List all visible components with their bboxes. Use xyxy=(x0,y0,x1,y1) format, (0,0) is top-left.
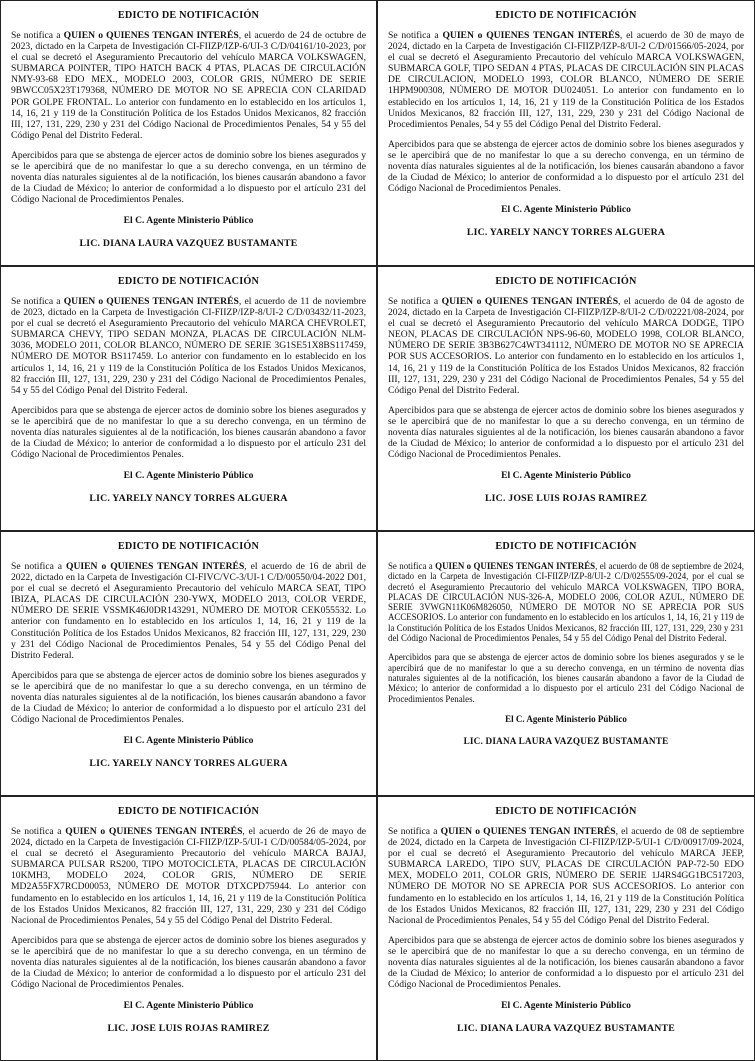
edict-title: EDICTO DE NOTIFICACIÓN xyxy=(495,541,637,552)
edict-warning: Apercibidos para que se abstenga de ejercer actos de dominio sobre los bienes asegurados y se le apercibirá que de no manifestar lo que a su derecho convenga, en un término de noventa días naturales siguientes al de la notificación, los bienes causarán abandono a favor de la Ciudad de México; lo anterior de conformidad a lo dispuesto por el artículo 231 del Código Nacional de Procedimientos Penales. xyxy=(388,934,744,991)
edict-body xyxy=(388,30,744,130)
edict-text: , el acuerdo de 24 de octubre de 2023, dictado en la Carpeta de Investigación CI-FIIZP/IZP-6/UI-3 C/D/04161/10-2023, por el cual se decretó el Aseguramiento Precautorio del vehículo MARCA VOLKSWAGEN, SUBMARCA POINTER, TIPO HATCH BACK 4 PTAS, PLACAS DE CIRCULACIÓN NMY-93-68 EDO MEX., MODELO 2003, COLOR GRIS, NÚMERO DE SERIE 9BWCC05X23T179368, NÚMERO DE MOTOR NO SE APRECIA CON CLARIDAD POR GOLPE FRONTAL. Lo anterior con fundamento en lo establecido en los artículos 1, 14, 16, 21 y 119 de la Constitución Política de los Estados Unidos Mexicanos, 82 fracción III, 127, 131, 229, 230 y 231 del Código Nacional de Procedimientos Penales, 54 y 55 del Código Penal del Distrito Federal. xyxy=(11,30,366,141)
edict-addressee: QUIEN o QUIENES TENGAN INTERÉS xyxy=(63,30,239,41)
edict-notice xyxy=(0,531,377,796)
edict-text: , el acuerdo de 11 de noviembre de 2023, dictado en la Carpeta de Investigación CI-FIIZP/IZP-8/UI-2 C/D/03432/11-2023, por el cual se decretó el Aseguramiento Precautorio del vehículo MARCA CHEVROLET, SUBMARCA CHEVY, TIPO SEDAN MONZA, PLACAS DE CIRCULACIÓN NLM-3036, MODELO 2011, COLOR BLANCO, NÚMERO DE SERIE 3G1SE51X8BS117459, NÚMERO DE MOTOR BS117459. Lo anterior con fundamento en lo establecido en los artículos 1, 14, 16, 21 y 119 de la Constitución Política de los Estados Unidos Mexicanos, 82 fracción III, 127, 131, 229, 230 y 231 del Código Nacional de Procedimientos Penales, 54 y 55 del Código Penal del Distrito Federal. xyxy=(11,296,366,396)
edict-warning: Apercibidos para que se abstenga de ejercer actos de dominio sobre los bienes asegurados y se le apercibirá que de no manifestar lo que a su derecho convenga, en un término de noventa días naturales siguientes al de la notificación, los bienes causarán abandono a favor de la Ciudad de México; lo anterior de conformidad a lo dispuesto por el artículo 231 del Código Nacional de Procedimientos Penales. xyxy=(11,404,366,461)
edict-agent: El C. Agente Ministerio Público xyxy=(501,470,631,482)
edict-lead: Se notifica a xyxy=(388,30,443,41)
edict-body xyxy=(11,561,366,661)
edict-text: , el acuerdo de 04 de agosto de 2024, dictado en la Carpeta de Investigación CI-FIIZP/IZP-8/UI-2 C/D/02221/08-2024, por el cual se decretó el Aseguramiento Precautorio del vehículo MARCA DODGE, TIPO NEON, PLACAS DE CIRCULACIÓN NPS-96-60, MODELO 1998, COLOR BLANCO, NÚMERO DE SERIE 3B3B627C4WT341112, NÚMERO DE MOTOR NO SE APRECIA POR SUS ACCESORIOS. Lo anterior con fundamento en lo establecido en los artículos 1, 14, 16, 21 y 119 de la Constitución Política de los Estados Unidos Mexicanos, 82 fracción III, 127, 131, 229, 230 y 231 del Código Nacional de Procedimientos Penales, 54 y 55 del Código Penal del Distrito Federal. xyxy=(388,296,744,396)
edict-notice xyxy=(377,266,755,531)
edict-text: , el acuerdo de 08 de septiembre de 2024, dictado en la Carpeta de Investigación CI-FIIZP/IZP-8/UI-2 C/D/02555/09-2024, por el cual se decretó el Aseguramiento Precautorio del vehículo MARCA VOLKSWAGEN, TIPO BORA, PLACAS DE CIRCULACIÓN NUS-326-A, MODELO 2006, COLOR AZUL, NÚMERO DE SERIE 3VWGN11K06M826050, NÚMERO DE MOTOR NO SE APRECIA POR SUS ACCESORIOS. Lo anterior con fundamento en lo establecido en los artículos 1, 14, 16, 21 y 119 de la Constitución Política de los Estados Unidos Mexicanos, 82 fracción III, 127, 131, 229, 230 y 231 del Código Nacional de Procedimientos Penales, 54 y 55 del Código Penal del Distrito Federal. xyxy=(388,561,745,644)
edict-addressee: QUIEN o QUIENES TENGAN INTERÉS xyxy=(441,296,619,307)
edict-agent: El C. Agente Ministerio Público xyxy=(501,1000,631,1012)
edict-agent: El C. Agente Ministerio Público xyxy=(501,204,631,216)
edict-warning: Apercibidos para que se abstenga de ejercer actos de dominio sobre los bienes asegurados y se le apercibirá que de no manifestar lo que a su derecho convenga, en un término de noventa días naturales siguientes al de la notificación, los bienes causarán abandono a favor de la Ciudad de México; lo anterior de conformidad a lo dispuesto por el artículo 231 del Código Nacional de Procedimientos Penales. xyxy=(388,652,744,704)
edict-addressee: QUIEN o QUIENES TENGAN INTERÉS xyxy=(65,826,243,837)
edict-title: EDICTO DE NOTIFICACIÓN xyxy=(117,276,260,287)
edict-text: , el acuerdo de 08 de septiembre de 2024, dictado en la Carpeta de Investigación CI-FIIZP/IZP-5/UI-1 C/D/00917/09-2024, por el cual se decretó el Aseguramiento Precautorio del vehículo MARCA JEEP, SUBMARCA LAREDO, TIPO SUV, PLACAS DE CIRCULACIÓN PAP-72-50 EDO MEX, MODELO 2011, COLOR GRIS, NÚMERO DE SERIE 1J4RS4GG1BC517203, NÚMERO DE MOTOR NO SE APRECIA POR SUS ACCESORIOS. Lo anterior con fundamento en lo establecido en los artículos 1, 14, 16, 21 y 119 de la Constitución Política de los Estados Unidos Mexicanos, 82 fracción III, 127, 131, 229, 230 y 231 del Código Nacional de Procedimientos Penales, 54 y 55 del Código Penal del Distrito Federal. xyxy=(388,826,744,926)
edict-text: , el acuerdo de 26 de mayo de 2024, dictado en la Carpeta de Investigación CI-FIIZP/IZP-5/UI-1 C/D/00584/05-2024, por el cual se decretó el Aseguramiento Precautorio del vehículo MARCA BAJAJ, SUBMARCA PULSAR RS200, TIPO MOTOCICLETA, PLACAS DE CIRCULACIÓN 10KMH3, MODELO 2024, COLOR GRIS, NÚMERO DE SERIE MD2A55FX7RCD00053, NÚMERO DE MOTOR DTXCPD75944. Lo anterior con fundamento en lo establecido en los artículos 1, 14, 16, 21 y 119 de la Constitución Política de los Estados Unidos Mexicanos, 82 fracción III, 127, 131, 229, 230 y 231 del Código Nacional de Procedimientos Penales, 54 y 55 del Código Penal del Distrito Federal. xyxy=(11,826,366,926)
edict-notice xyxy=(377,0,755,266)
edict-addressee: QUIEN o QUIENES TENGAN INTERÉS xyxy=(440,826,616,837)
edict-title: EDICTO DE NOTIFICACIÓN xyxy=(495,276,637,287)
edict-text: , el acuerdo de 16 de abril de 2022, dictado en la Carpeta de Investigación CI-FIVC/VC-3/UI-1 C/D/00550/04-2022 D01, por el cual se decretó el Aseguramiento Precautorio del vehículo MARCA SEAT, TIPO IBIZA, PLACAS DE CIRCULACIÓN 230-YWX, MODELO 2013, COLOR VERDE, NÚMERO DE SERIE VSSMK46J0DR143291, NÚMERO DE MOTOR CEK055532. Lo anterior con fundamento en lo establecido en los artículos 1, 14, 16, 21 y 119 de la Constitución Política de los Estados Unidos Mexicanos, 82 fracción III, 127, 131, 229, 230 y 231 del Código Nacional de Procedimientos Penales, 54 y 55 del Código Penal del Distrito Federal. xyxy=(11,561,366,661)
edict-body xyxy=(388,296,744,396)
edict-body xyxy=(11,826,366,926)
edict-body xyxy=(11,296,366,396)
edict-body xyxy=(388,826,744,926)
edict-warning: Apercibidos para que se abstenga de ejercer actos de dominio sobre los bienes asegurados y se le apercibirá que de no manifestar lo que a su derecho convenga, en un término de noventa días naturales siguientes al de la notificación, los bienes causarán abandono a favor de la Ciudad de México; lo anterior de conformidad a lo dispuesto por el artículo 231 del Código Nacional de Procedimientos Penales. xyxy=(11,934,366,991)
edict-signatory: LIC. YARELY NANCY TORRES ALGUERA xyxy=(89,493,288,505)
edict-addressee: QUIEN o QUIENES TENGAN INTERÉS xyxy=(435,561,596,571)
edict-text: , el acuerdo de 30 de mayo de 2024, dictado en la Carpeta de Investigación CI-FIIZP/IZP-8/UI-2 C/D/01566/05-2024, por el cual se decretó el Aseguramiento Precautorio del vehículo MARCA VOLKSWAGEN, SUBMARCA GOLF, TIPO SEDAN 4 PTAS, PLACAS DE CIRCULACIÓN SIN PLACAS DE CIRCULACION, MODELO 1993, COLOR BLANCO, NÚMERO DE SERIE 1HPM900308, NÚMERO DE MOTOR DU024051. Lo anterior con fundamento en lo establecido en los artículos 1, 14, 16, 21 y 119 de la Constitución Política de los Estados Unidos Mexicanos, 82 fracción III, 127, 131, 229, 230 y 231 del Código Nacional de Procedimientos Penales, 54 y 55 del Código Penal del Distrito Federal. xyxy=(388,30,744,130)
edict-agent: El C. Agente Ministerio Público xyxy=(123,215,254,227)
edict-signatory: LIC. DIANA LAURA VAZQUEZ BUSTAMANTE xyxy=(79,238,298,250)
edict-agent: El C. Agente Ministerio Público xyxy=(123,735,254,747)
edict-lead: Se notifica a xyxy=(388,296,442,307)
edict-addressee: QUIEN o QUIENES TENGAN INTERÉS xyxy=(442,30,620,41)
edict-lead: Se notifica a xyxy=(11,30,64,41)
edict-body xyxy=(11,30,366,141)
edict-title: EDICTO DE NOTIFICACIÓN xyxy=(117,10,260,21)
edict-title: EDICTO DE NOTIFICACIÓN xyxy=(495,806,637,817)
edict-lead: Se notifica a xyxy=(388,561,436,571)
edict-signatory: LIC. JOSE LUIS ROJAS RAMIREZ xyxy=(107,1023,270,1035)
edict-addressee: QUIEN o QUIENES TENGAN INTERÉS xyxy=(66,561,245,572)
edict-notice xyxy=(377,531,755,796)
edict-warning: Apercibidos para que se abstenga de ejercer actos de dominio sobre los bienes asegurados y se le apercibirá que de no manifestar lo que a su derecho convenga, en un término de noventa días naturales siguientes al de la notificación, los bienes causarán abandono a favor de la Ciudad de México; lo anterior de conformidad a lo dispuesto por el artículo 231 del Código Nacional de Procedimientos Penales. xyxy=(388,138,744,195)
edict-lead: Se notifica a xyxy=(11,561,67,572)
edict-agent: El C. Agente Ministerio Público xyxy=(505,713,627,724)
edict-signatory: LIC. YARELY NANCY TORRES ALGUERA xyxy=(89,758,288,770)
edict-title: EDICTO DE NOTIFICACIÓN xyxy=(117,541,260,552)
edict-warning: Apercibidos para que se abstenga de ejercer actos de dominio sobre los bienes asegurados y se le apercibirá que de no manifestar lo que a su derecho convenga, en un término de noventa días naturales siguientes al de la notificación, los bienes causarán abandono a favor de la Ciudad de México; lo anterior de conformidad a lo dispuesto por el artículo 231 del Código Nacional de Procedimientos Penales. xyxy=(11,149,366,206)
edict-signatory: LIC. DIANA LAURA VAZQUEZ BUSTAMANTE xyxy=(463,735,669,746)
edict-warning: Apercibidos para que se abstenga de ejercer actos de dominio sobre los bienes asegurados y se le apercibirá que de no manifestar lo que a su derecho convenga, en un término de noventa días naturales siguientes al de la notificación, los bienes causarán abandono a favor de la Ciudad de México; lo anterior de conformidad a lo dispuesto por el artículo 231 del Código Nacional de Procedimientos Penales. xyxy=(11,669,366,726)
edict-notice xyxy=(0,796,377,1061)
edict-body xyxy=(388,561,744,643)
edict-title: EDICTO DE NOTIFICACIÓN xyxy=(117,806,260,817)
edict-addressee: QUIEN o QUIENES TENGAN INTERÉS xyxy=(63,296,239,307)
edict-agent: El C. Agente Ministerio Público xyxy=(123,1000,254,1012)
edict-warning: Apercibidos para que se abstenga de ejercer actos de dominio sobre los bienes asegurados y se le apercibirá que de no manifestar lo que a su derecho convenga, en un término de noventa días naturales siguientes al de la notificación, los bienes causarán abandono a favor de la Ciudad de México; lo anterior de conformidad a lo dispuesto por el artículo 231 del Código Nacional de Procedimientos Penales. xyxy=(388,404,744,461)
edict-agent: El C. Agente Ministerio Público xyxy=(123,470,254,482)
edict-lead: Se notifica a xyxy=(388,826,441,837)
edict-title: EDICTO DE NOTIFICACIÓN xyxy=(495,10,637,21)
edict-signatory: LIC. JOSE LUIS ROJAS RAMIREZ xyxy=(484,493,648,505)
edict-notice xyxy=(0,0,377,266)
edict-signatory: LIC. YARELY NANCY TORRES ALGUERA xyxy=(466,227,666,239)
edict-signatory: LIC. DIANA LAURA VAZQUEZ BUSTAMANTE xyxy=(457,1023,675,1035)
edict-notice xyxy=(377,796,755,1061)
edict-lead: Se notifica a xyxy=(11,296,64,307)
edict-lead: Se notifica a xyxy=(11,826,66,837)
edict-notice xyxy=(0,266,377,531)
